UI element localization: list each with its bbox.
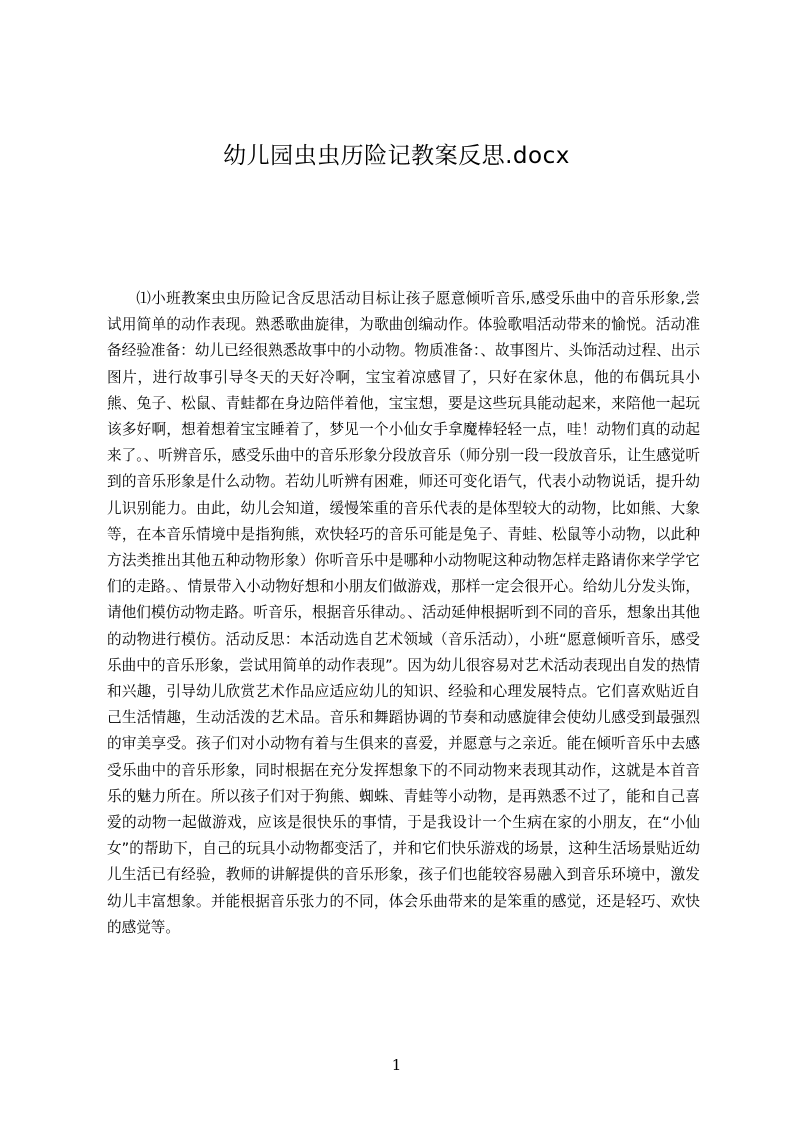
document-body-paragraph: ⑴小班教案虫虫历险记含反思活动目标让孩子愿意倾听音乐,感受乐曲中的音乐形象,尝试用简单的动作表现。熟悉歌曲旋律，为歌曲创编动作。体验歌唱活动带来的愉悦。活动准备经验准备：幼儿已经很熟悉故事中的小动物。物质准备：、故事图片、头饰活动过程、出示图片，进行故事引导冬天的天好冷啊，宝宝着凉感冒了，只好在家休息，他的布偶玩具小熊、兔子、松鼠、青蛙都在身边陪伴着他，宝宝想，要是这些玩具能动起来，来陪他一起玩该多好啊，想着想着宝宝睡着了，梦见一个小仙女手拿魔棒轻轻一点，哇！动物们真的动起来了。、听辨音乐，感受乐曲中的音乐形象分段放音乐（师分别一段一段放音乐，让生感觉听到的音乐形象是什么动物。若幼儿听辨有困难，师还可变化语气，代表小动物说话，提升幼儿识别能力。由此，幼儿会知道，缓慢笨重的音乐代表的是体型较大的动物，比如熊、大象等，在本音乐情境中是指狗熊，欢快轻巧的音乐可能是兔子、青蛙、松鼠等小动物，以此种方法类推出其他五种动物形象）你听音乐中是哪种小动物呢这种动物怎样走路请你来学学它们的走路。、情景带入小动物好想和小朋友们做游戏，那样一定会很开心。给幼儿分发头饰，请他们模仿动物走路。听音乐，根据音乐律动。、活动延伸根据听到不同的音乐，想象出其他的动物进行模仿。活动反思：本活动选自艺术领域（音乐活动），小班“愿意倾听音乐，感受乐曲中的音乐形象，尝试用简单的动作表现”。因为幼儿很容易对艺术活动表现出自发的热情和兴趣，引导幼儿欣赏艺术作品应适应幼儿的知识、经验和心理发展特点。它们喜欢贴近自己生活情趣，生动活泼的艺术品。音乐和舞蹈协调的节奏和动感旋律会使幼儿感受到最强烈的审美享受。孩子们对小动物有着与生俱来的喜爱，并愿意与之亲近。能在倾听音乐中去感受乐曲中的音乐形象，同时根据在充分发挥想象下的不同动物来表现其动作，这就是本首音乐的魅力所在。所以孩子们对于狗熊、蜘蛛、青蛙等小动物，是再熟悉不过了，能和自己喜爱的动物一起做游戏，应该是很快乐的事情，于是我设计一个生病在家的小朋友，在“小仙女”的帮助下，自己的玩具小动物都变活了，并和它们快乐游戏的场景，这种生活场景贴近幼儿生活已有经验，教师的讲解提供的音乐形象，孩子们也能较容易融入到音乐环境中，激发幼儿丰富想象。并能根据音乐张力的不同，体会乐曲带来的是笨重的感觉，还是轻巧、欢快的感觉等。 xyxy=(107,290,700,936)
document-title: 幼儿园虫虫历险记教案反思.docx xyxy=(223,143,570,169)
page-number: 1 xyxy=(391,1056,402,1074)
